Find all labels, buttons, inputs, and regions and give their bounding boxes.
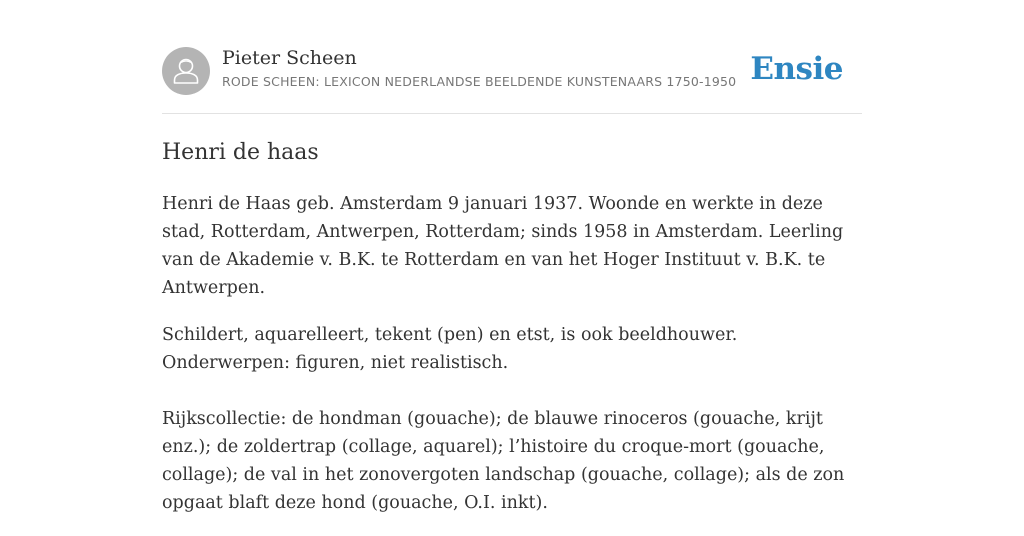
article-paragraph: Henri de Haas geb. Amsterdam 9 januari 1937. Woonde en werkte in deze stad, Rotterdam, Antwerpen, Rotterdam; sinds 1958 in Amsterdam. Leerling van de Akademie v. B.K. te Rotterdam en van het Hoger Instituut v. B.K. te Antwerpen. [162, 194, 844, 298]
source-title[interactable]: RODE SCHEEN: LEXICON NEDERLANDSE BEELDENDE KUNSTENAARS 1750-1950 [222, 74, 737, 89]
entry-header [162, 46, 862, 96]
article-paragraph: Rijkscollectie: de hondman (gouache); de blauwe rinoceros (gouache, krijt enz.); de zoldertrap (collage, aquarel); l’histoire du croque-mort (gouache, collage); de val in het zonovergoten landschap (gouache, collage); als de zon opgaat blaft deze hond (gouache, O.I. inkt). [162, 409, 845, 513]
brand-logo[interactable]: Ensie [750, 51, 843, 87]
article-paragraph: Schildert, aquarelleert, tekent (pen) en etst, is ook beeldhouwer. Onderwerpen: figuren, niet realistisch. [162, 325, 738, 373]
author-name[interactable]: Pieter Scheen [222, 47, 357, 69]
header-divider [162, 113, 862, 114]
user-icon [162, 47, 210, 95]
article-body [162, 190, 862, 536]
author-avatar[interactable] [162, 47, 210, 95]
article-title: Henri de haas [162, 140, 319, 165]
